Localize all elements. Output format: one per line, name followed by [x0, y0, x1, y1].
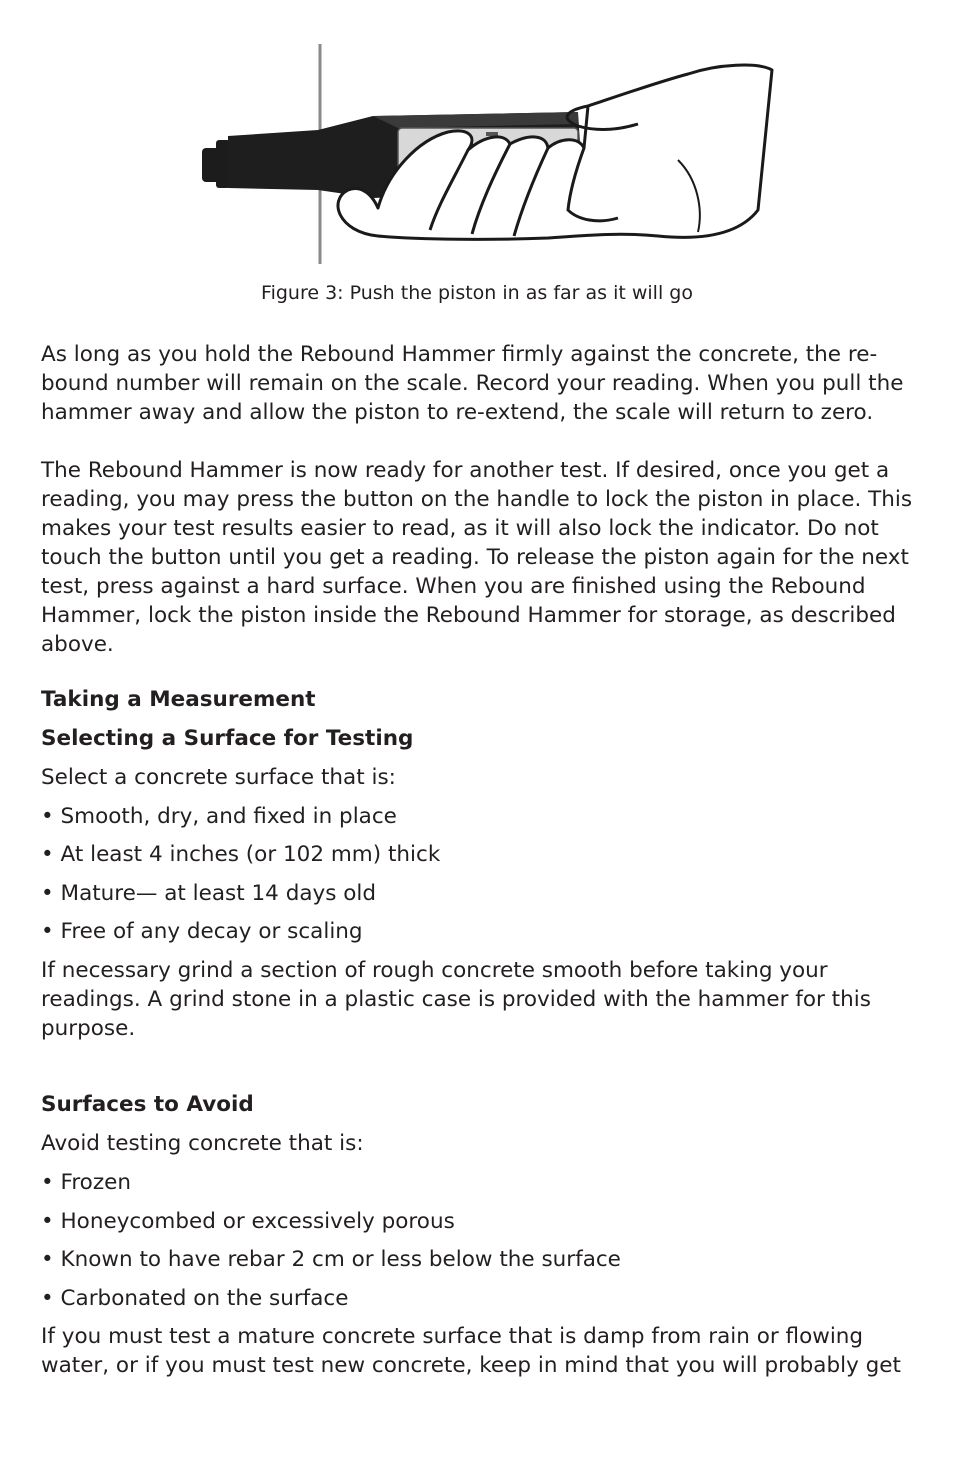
paragraph-ready-for-test: The Rebound Hammer is now ready for another test. If desired, once you get a reading, you may press the button on the handle to lock the piston in place. This makes your test results easier to read, as it will also lock the indicator. Do not touch the button until you get a reading. To release the piston again for the next test, press against a hard surface. When you are finished using the Rebound Hammer, lock the piston inside the Rebound Hammer for storage, as described above. — [41, 458, 913, 657]
list-item: • Frozen — [41, 1170, 131, 1195]
list-item: • Honeycombed or excessively porous — [41, 1209, 455, 1234]
list-item: • Carbonated on the surface — [41, 1286, 349, 1311]
avoid-intro: Avoid testing concrete that is: — [41, 1131, 364, 1156]
list-item: • Free of any decay or scaling — [41, 919, 363, 944]
heading-surfaces-to-avoid: Surfaces to Avoid — [41, 1092, 254, 1117]
hammer-figure — [198, 40, 778, 268]
paragraph-rebound-reading: As long as you hold the Rebound Hammer firmly against the concrete, the re-bound number will remain on the scale. Record your reading. When you pull the hammer away and allow the piston to re-extend, the scale will return to zero. — [41, 342, 904, 425]
list-item: • Mature— at least 14 days old — [41, 881, 377, 906]
list-item: • Known to have rebar 2 cm or less below the surface — [41, 1247, 621, 1272]
figure-caption: Figure 3: Push the piston in as far as it will go — [261, 282, 693, 304]
list-item: • At least 4 inches (or 102 mm) thick — [41, 842, 441, 867]
heading-selecting-surface: Selecting a Surface for Testing — [41, 726, 414, 751]
list-item: • Smooth, dry, and fixed in place — [41, 804, 397, 829]
paragraph-grind-stone: If necessary grind a section of rough concrete smooth before taking your readings. A grind stone in a plastic case is provided with the hammer for this purpose. — [41, 958, 871, 1041]
rebound-hammer-hand-illustration-icon — [198, 40, 778, 268]
heading-taking-measurement: Taking a Measurement — [41, 687, 316, 712]
select-surface-intro: Select a concrete surface that is: — [41, 765, 396, 790]
paragraph-damp-concrete: If you must test a mature concrete surface that is damp from rain or flowing water, or if you must test new concrete, keep in mind that you will probably get — [41, 1324, 901, 1378]
